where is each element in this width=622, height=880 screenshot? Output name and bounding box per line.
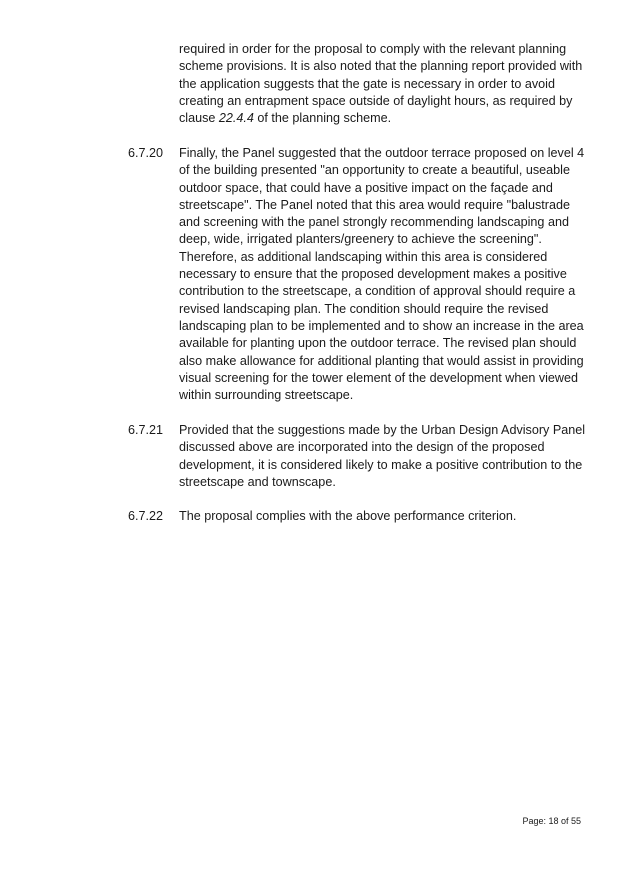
- text-line: contribution to the streetscape, a condition of approval should require a: [179, 284, 576, 299]
- paragraph-text: [179, 145, 585, 404]
- clause-reference: 22.4.4: [218, 111, 254, 126]
- text-line: available for planting upon the outdoor terrace. The revised plan should: [179, 336, 577, 351]
- text-line: outdoor space, that could have a positive impact on the façade and: [179, 180, 553, 195]
- paragraph-text: [179, 422, 586, 491]
- text-line: Therefore, as additional landscaping within this area is considered: [179, 249, 548, 264]
- text-line: development, it is considered likely to make a positive contribution to the: [179, 457, 583, 472]
- page-number-footer: Page: 18 of 55: [522, 816, 581, 826]
- text-line: required in order for the proposal to comply with the relevant planning: [179, 42, 567, 56]
- text-line: necessary to ensure that the proposed development makes a positive: [179, 267, 567, 282]
- text-line: deep, wide, irrigated planters/greenery to achieve the screening".: [179, 232, 542, 247]
- text-line: of the building presented "an opportunity to create a beautiful, useable: [179, 163, 570, 178]
- paragraph-number: 6.7.22: [128, 509, 164, 523]
- text-line: and screening with the panel strongly recommending landscaping and: [179, 215, 569, 230]
- text-line: discussed above are incorporated into the design of the proposed: [179, 440, 545, 455]
- text-line: scheme provisions. It is also noted that the planning report provided with: [179, 59, 583, 74]
- text-line: streetscape and townscape.: [179, 474, 336, 489]
- paragraph-text: [179, 41, 583, 127]
- paragraph-number: 6.7.20: [128, 146, 164, 160]
- text-line: Finally, the Panel suggested that the outdoor terrace proposed on level 4: [179, 146, 585, 160]
- paragraph-number: 6.7.21: [128, 423, 164, 437]
- text-line: landscaping plan to be implemented and to show an increase in the area: [179, 318, 584, 333]
- text-line: streetscape". The Panel noted that this area would require "balustrade: [179, 197, 570, 212]
- text-line: creating an entrapment space outside of daylight hours, as required by: [179, 93, 573, 108]
- text-run: of the planning scheme.: [253, 111, 392, 126]
- text-line: Provided that the suggestions made by the Urban Design Advisory Panel: [179, 423, 586, 437]
- text-line: The proposal complies with the above performance criterion.: [179, 509, 517, 523]
- paragraph-text: [179, 508, 579, 525]
- text-line: also make allowance for additional planting that would assist in providing: [179, 353, 584, 368]
- text-line: within surrounding streetscape.: [179, 388, 354, 403]
- text-line: [179, 110, 579, 127]
- text-line: visual screening for the tower element of the development when viewed: [179, 370, 579, 385]
- text-line: the application suggests that the gate is necessary in order to avoid: [179, 76, 555, 91]
- text-line: revised landscaping plan. The condition should require the revised: [179, 301, 549, 316]
- text-run: clause: [179, 111, 219, 126]
